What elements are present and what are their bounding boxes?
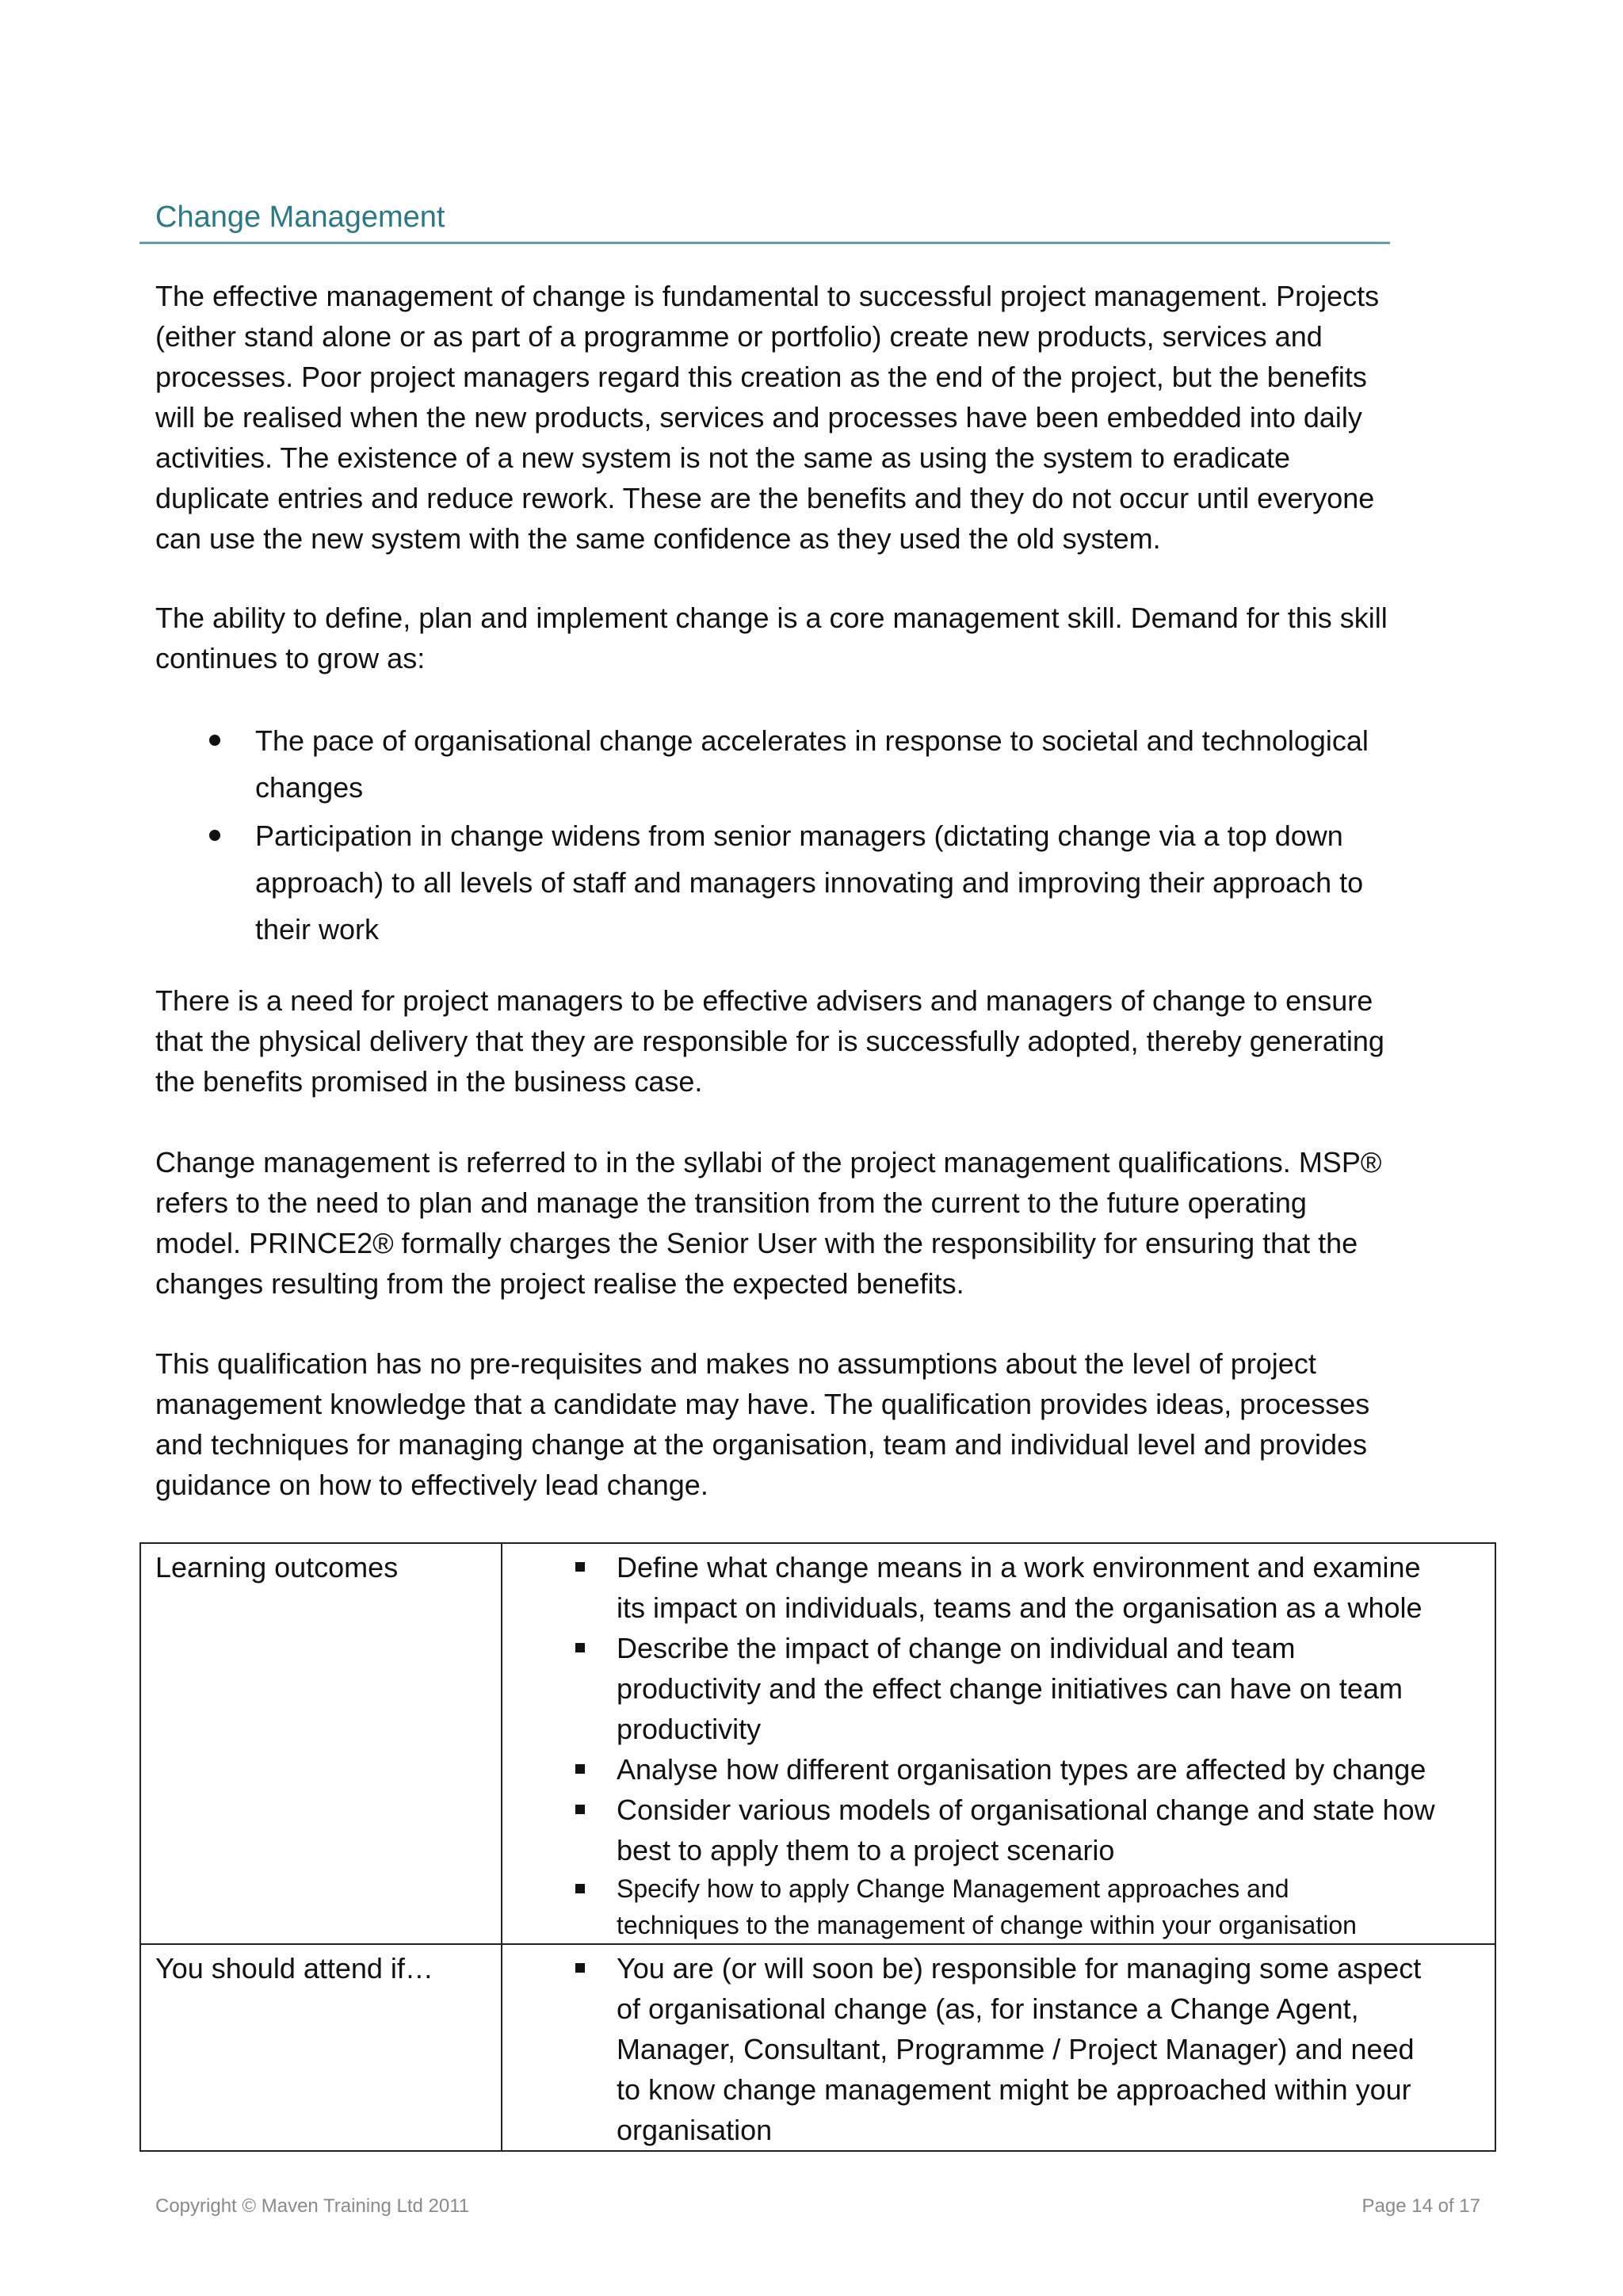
text-line: The pace of organisational change accelerates in response to societal and technological <box>255 724 1369 757</box>
text-line: The effective management of change is fundamental to successful project management. Projects <box>155 280 1380 312</box>
text-line: management knowledge that a candidate may have. The qualification provides ideas, processes <box>155 1388 1370 1420</box>
text-line: the benefits promised in the business case. <box>155 1065 703 1098</box>
text-line: to know change management might be approached within your <box>617 2073 1411 2106</box>
square-bullet-icon <box>575 1805 585 1814</box>
course-details-table <box>139 1542 1496 2152</box>
section-heading: Change Management <box>155 201 445 234</box>
text-line: This qualification has no pre-requisites and makes no assumptions about the level of project <box>155 1347 1316 1380</box>
text-line: its impact on individuals, teams and the organisation as a whole <box>617 1591 1423 1624</box>
text-line: Change management is referred to in the syllabi of the project management qualifications. MSP® <box>155 1146 1382 1179</box>
text-line: will be realised when the new products, services and processes have been embedded into daily <box>155 401 1362 434</box>
text-line: their work <box>255 913 380 946</box>
paragraph-qualification <box>155 1343 1487 1505</box>
text-line: continues to grow as: <box>155 642 426 674</box>
bullet-dot-icon <box>209 830 220 841</box>
text-line: Describe the impact of change on individual and team <box>617 1632 1296 1664</box>
attendance-list <box>502 1945 1488 2150</box>
square-bullet-icon <box>575 1643 585 1652</box>
square-bullet-icon <box>575 1764 585 1774</box>
paragraph-intro <box>155 276 1487 559</box>
text-line: (either stand alone or as part of a programme or portfolio) create new products, services and <box>155 320 1323 353</box>
text-line: that the physical delivery that they are responsible for is successfully adopted, thereby generating <box>155 1025 1384 1057</box>
text-line: approach) to all levels of staff and managers innovating and improving their approach to <box>255 866 1364 899</box>
row-content <box>502 1543 1495 1944</box>
text-line: changes <box>255 771 364 804</box>
square-bullet-icon <box>575 1562 585 1572</box>
table-row <box>140 1944 1495 2151</box>
text-line: Specify how to apply Change Management approaches and <box>617 1874 1289 1903</box>
square-bullet-icon <box>575 1963 585 1973</box>
text-line: There is a need for project managers to be effective advisers and managers of change to ensure <box>155 984 1373 1017</box>
paragraph-syllabi <box>155 1142 1487 1304</box>
text-line: productivity <box>617 1713 762 1745</box>
bullet-list <box>200 717 1491 954</box>
outcome-list <box>502 1544 1488 1943</box>
paragraph-advisers <box>155 980 1487 1102</box>
table-row <box>140 1543 1495 1944</box>
text-line: activities. The existence of a new system is not the same as using the system to eradicate <box>155 441 1291 474</box>
text-line: best to apply them to a project scenario <box>617 1834 1115 1866</box>
list-item <box>502 1547 1488 1628</box>
list-item <box>502 1790 1488 1870</box>
footer-copyright: Copyright © Maven Training Ltd 2011 <box>155 2195 470 2217</box>
text-line: changes resulting from the project realise the expected benefits. <box>155 1267 964 1300</box>
text-line: model. PRINCE2® formally charges the Senior User with the responsibility for ensuring that the <box>155 1227 1358 1259</box>
footer-page-number: Page 14 of 17 <box>1361 2195 1480 2217</box>
list-item <box>502 1749 1488 1790</box>
text-line: processes. Poor project managers regard this creation as the end of the project, but the benefits <box>155 361 1367 393</box>
text-line: can use the new system with the same confidence as they used the old system. <box>155 522 1161 555</box>
heading-underline <box>139 242 1390 244</box>
text-line: Manager, Consultant, Programme / Project Manager) and need <box>617 2033 1415 2065</box>
text-line: organisation <box>617 2114 773 2146</box>
text-line: productivity and the effect change initiatives can have on team <box>617 1672 1403 1705</box>
square-bullet-icon <box>575 1884 585 1893</box>
text-line: Participation in change widens from senior managers (dictating change via a top down <box>255 819 1343 852</box>
list-item <box>502 1628 1488 1749</box>
row-label: You should attend if… <box>140 1944 502 2151</box>
text-line: refers to the need to plan and manage the transition from the current to the future operating <box>155 1186 1307 1219</box>
list-item <box>502 1870 1488 1943</box>
list-item <box>200 717 1491 811</box>
text-line: Consider various models of organisational change and state how <box>617 1794 1435 1826</box>
bullet-dot-icon <box>209 735 220 746</box>
paragraph-core-skill <box>155 598 1487 678</box>
row-label: Learning outcomes <box>140 1543 502 1944</box>
text-line: guidance on how to effectively lead change. <box>155 1469 708 1501</box>
text-line: Analyse how different organisation types are affected by change <box>617 1753 1426 1786</box>
text-line: The ability to define, plan and implement change is a core management skill. Demand for this skill <box>155 602 1388 634</box>
text-line: of organisational change (as, for instance a Change Agent, <box>617 1992 1359 2025</box>
list-item <box>200 812 1491 953</box>
list-item <box>502 1948 1488 2150</box>
text-line: You are (or will soon be) responsible for managing some aspect <box>617 1952 1422 1985</box>
text-line: Define what change means in a work environment and examine <box>617 1551 1421 1584</box>
text-line: techniques to the management of change within your organisation <box>617 1911 1357 1939</box>
text-line: and techniques for managing change at the organisation, team and individual level and provides <box>155 1428 1368 1461</box>
text-line: duplicate entries and reduce rework. These are the benefits and they do not occur until everyone <box>155 482 1375 514</box>
row-content <box>502 1944 1495 2151</box>
